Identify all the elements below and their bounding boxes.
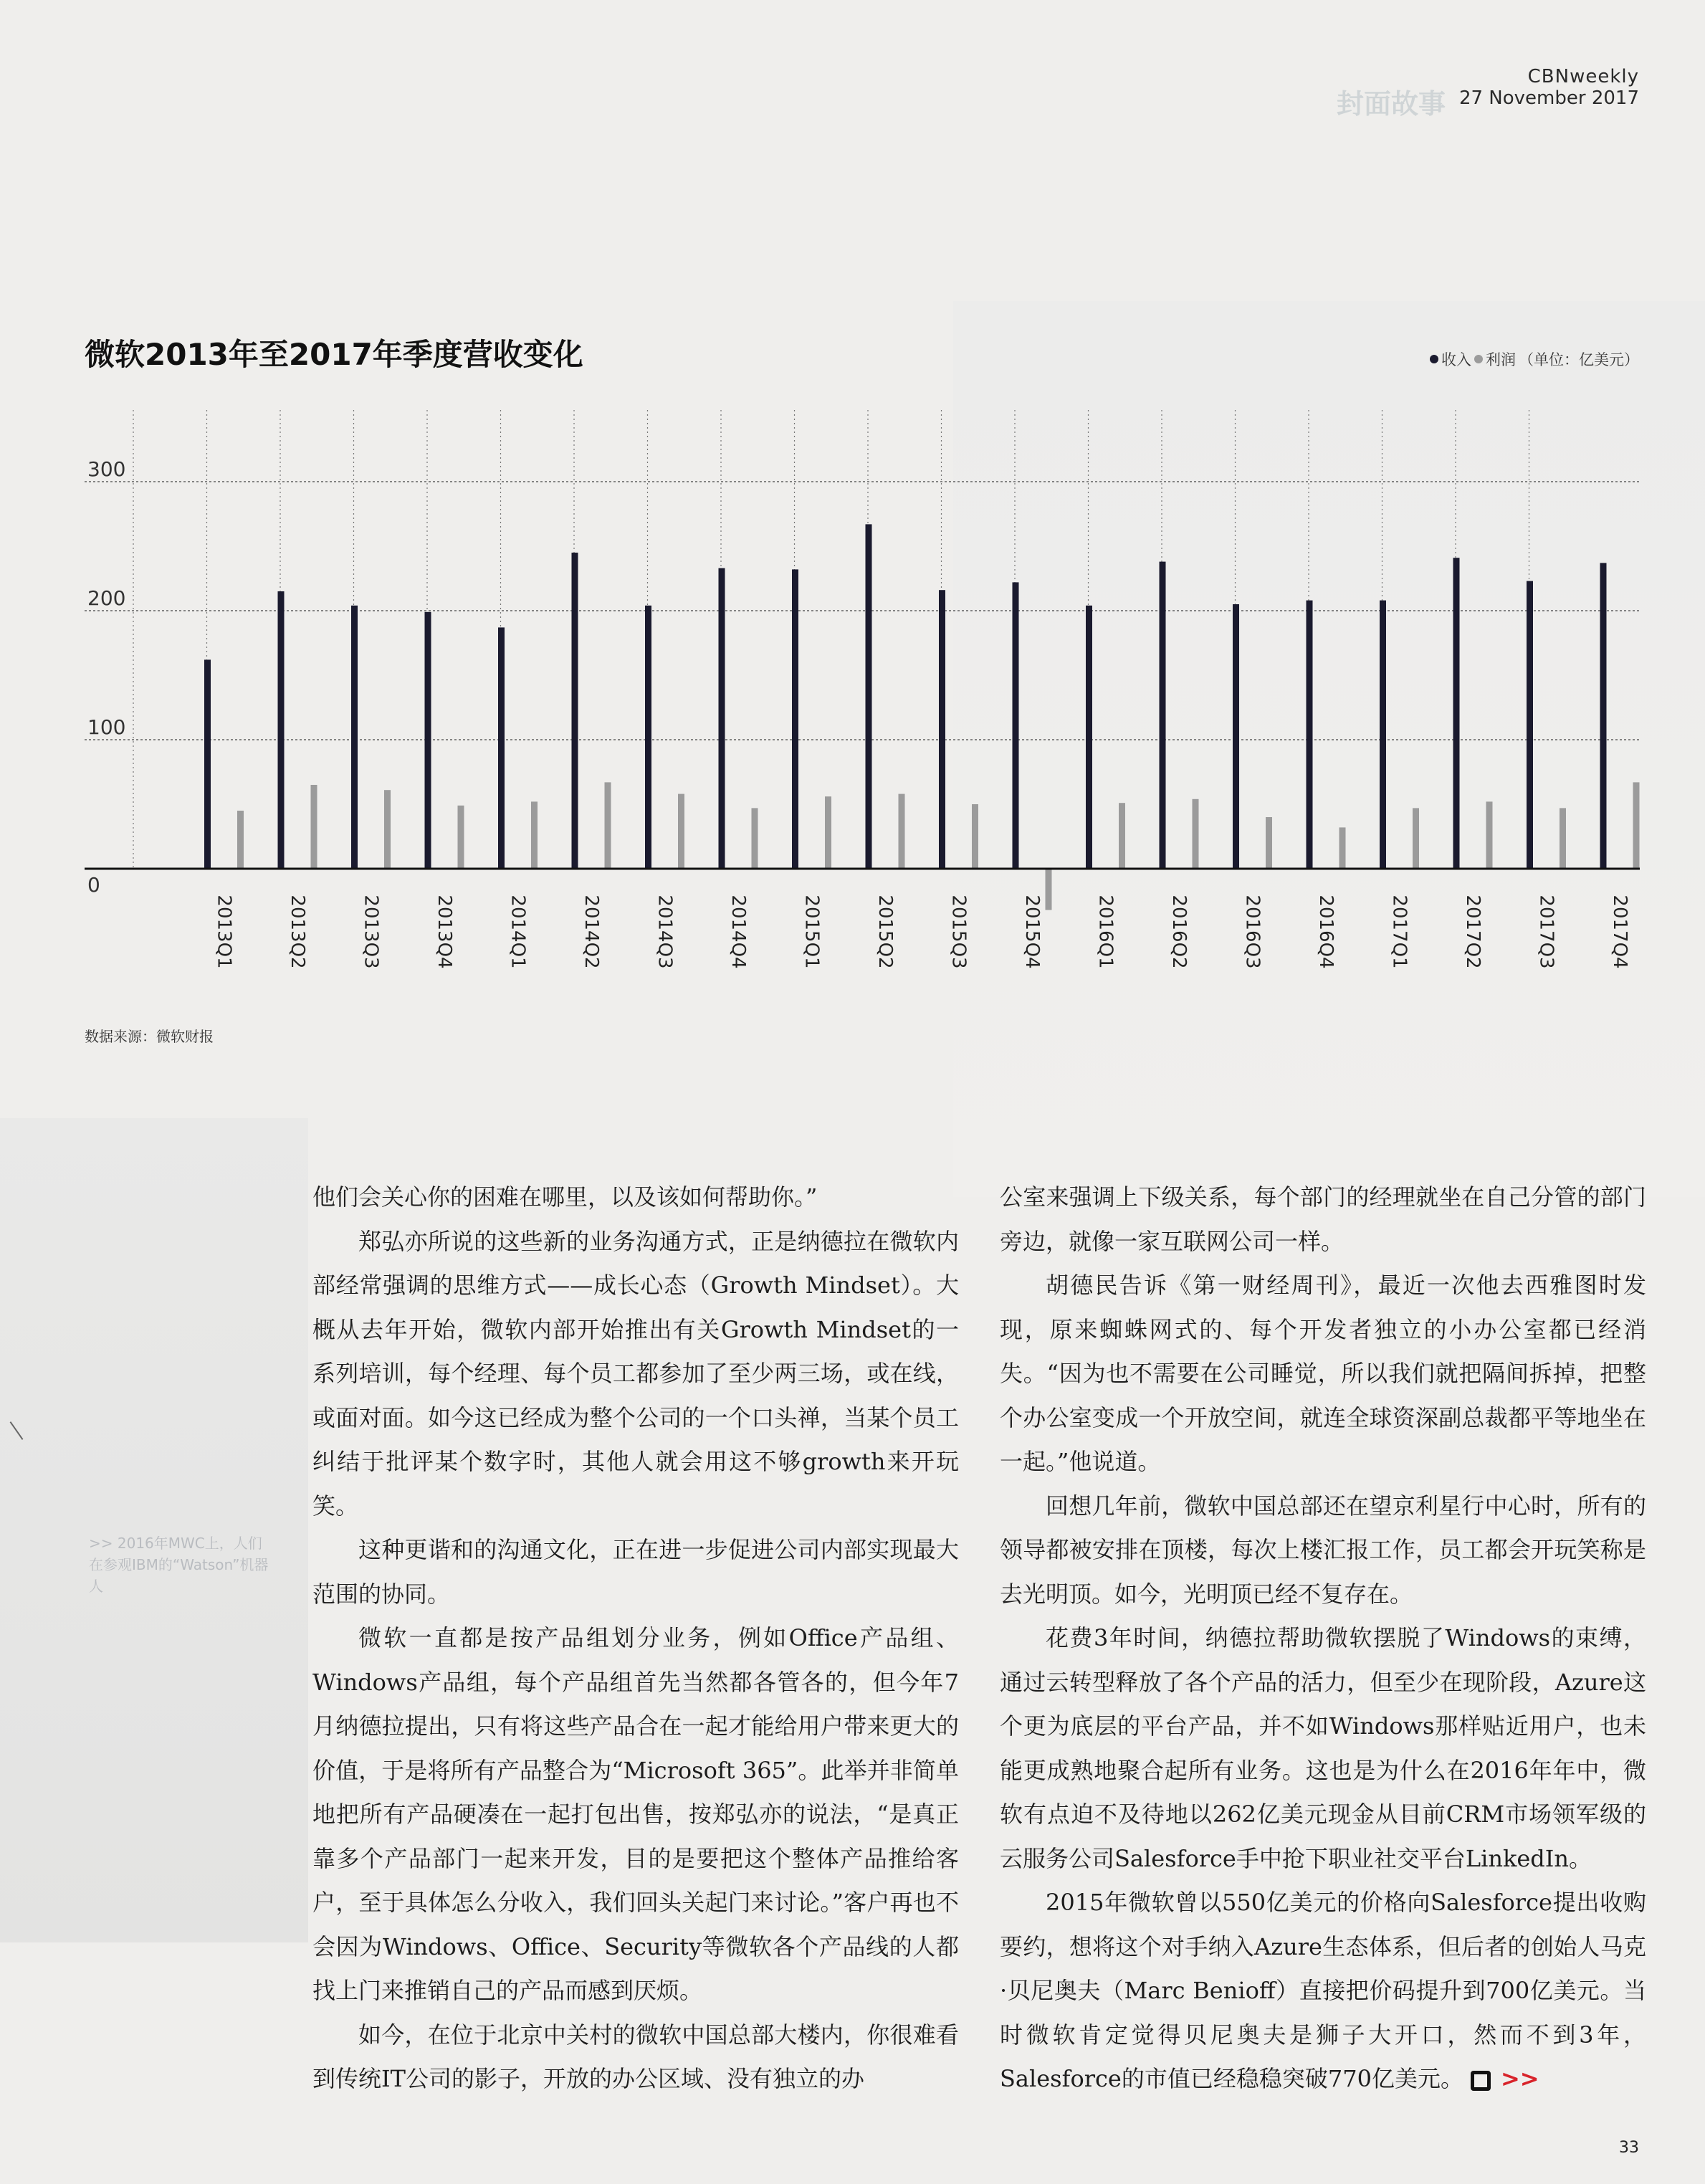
profit-bar — [1339, 827, 1346, 869]
profit-bar — [237, 811, 244, 869]
profit-legend-label: 利润 — [1486, 351, 1516, 368]
profit-bar — [825, 796, 831, 869]
revenue-bar — [1453, 558, 1460, 869]
page-number: 33 — [1619, 2139, 1639, 2157]
data-source: 数据来源：微软财报 — [85, 1028, 214, 1045]
y-tick-label: 100 — [87, 715, 126, 739]
x-tick-label: 2017Q4 — [1609, 895, 1630, 969]
background-photo-left — [0, 1118, 308, 1942]
paragraph: 他们会关心你的困难在哪里，以及该如何帮助你。” — [312, 1183, 818, 1211]
profit-bar — [1560, 808, 1566, 869]
revenue-bar — [645, 606, 651, 869]
profit-bar — [311, 785, 317, 869]
revenue-bar — [425, 612, 431, 869]
revenue-bar — [1160, 562, 1166, 869]
revenue-bar — [939, 590, 945, 869]
section-label: 封面故事 — [1336, 88, 1446, 120]
revenue-legend-label: 收入 — [1441, 351, 1471, 368]
x-tick-label: 2015Q2 — [874, 895, 896, 969]
x-tick-label: 2013Q1 — [213, 895, 235, 969]
x-tick-label: 2016Q3 — [1241, 895, 1264, 969]
profit-bar — [605, 782, 611, 869]
x-tick-label: 2017Q3 — [1535, 895, 1557, 969]
x-tick-label: 2014Q2 — [581, 895, 602, 969]
paragraph: 如今，在位于北京中关村的微软中国总部大楼内，你很难看到传统IT公司的影子，开放的办公区域、没有独立的办 — [312, 2021, 959, 2092]
profit-bar — [1266, 817, 1272, 869]
x-tick-label: 2015Q3 — [947, 895, 970, 969]
profit-bar — [1119, 803, 1125, 869]
profit-bar — [972, 804, 978, 869]
x-tick-label: 2016Q4 — [1315, 895, 1337, 969]
revenue-bar — [792, 569, 798, 869]
x-tick-label: 2014Q3 — [654, 895, 676, 969]
revenue-bar — [572, 553, 578, 869]
revenue-bar — [1600, 563, 1607, 869]
revenue-bar — [351, 606, 358, 869]
profit-bar — [1193, 799, 1199, 869]
revenue-bar — [719, 568, 725, 869]
x-tick-label: 2015Q4 — [1021, 895, 1043, 969]
revenue-bar — [1527, 581, 1533, 869]
x-tick-label: 2013Q3 — [360, 895, 382, 969]
revenue-bar — [278, 591, 285, 869]
x-tick-label: 2017Q1 — [1388, 895, 1410, 969]
paragraph: 郑弘亦所说的这些新的业务沟通方式，正是纳德拉在微软内部经常强调的思维方式——成长心态（Growth Mindset）。大概从去年开始，微软内部开始推出有关Growth Mindset的一系列培训，每个经理、每个员工都参加了至少两三场，或在线，或面对面。如今这已经成为整个公司的一个口头禅，当某个员工纠结于批评某个数字时，其他人就会用这不够growth来开玩笑。 — [312, 1227, 959, 1520]
revenue-bar — [1307, 601, 1313, 869]
article-column-right — [1000, 1176, 1646, 2102]
issue-date: 27 November 2017 — [1458, 87, 1639, 109]
revenue-bar — [866, 524, 872, 869]
profit-bar — [458, 806, 464, 869]
profit-bar — [384, 790, 391, 869]
revenue-bar — [498, 627, 505, 869]
profit-bar — [531, 801, 538, 869]
profit-bar — [678, 794, 684, 869]
paragraph: 这种更谐和的沟通文化，正在进一步促进公司内部实现最大范围的协同。 — [312, 1536, 959, 1608]
paragraph-text: 2015年微软曾以550亿美元的价格向Salesforce提出收购要约，想将这个对手纳入Azure生态体系，但后者的创始人马克·贝尼奥夫（Marc Benioff）直接把价码提升到700亿美元。当时微软肯定觉得贝尼奥夫是狮子大开口，然而不到3年，Salesforce的市值已经稳稳突破770亿美元。 — [1000, 1889, 1646, 2092]
paragraph-last — [1000, 1881, 1646, 2102]
profit-bar — [752, 808, 758, 869]
unit-label: （单位：亿美元） — [1519, 351, 1639, 368]
article-column-left — [312, 1176, 959, 2102]
paragraph: 微软一直都是按产品组划分业务，例如Office产品组、Windows产品组，每个产品组首先当然都各管各的，但今年7月纳德拉提出，只有将这些产品合在一起才能给用户带来更大的价值，于是将所有产品整合为“Microsoft 365”。此举并非简单地把所有产品硬凑在一起打包出售，按郑弘亦的说法，“是真正靠多个产品部门一起来开发，目的是要把这个整体产品推给客户，至于具体怎么分收入，我们回头关起门来讨论。”客户再也不会因为Windows、Office、Security等微软各个产品线的人都找上门来推销自己的产品而感到厌烦。 — [312, 1624, 959, 2004]
x-tick-label: 2017Q2 — [1462, 895, 1484, 969]
revenue-bar — [1013, 582, 1019, 869]
continue-arrows-icon: >> — [1500, 2065, 1539, 2092]
paragraph: 回想几年前，微软中国总部还在望京利星行中心时，所有的领导都被安排在顶楼，每次上楼汇报工作，员工都会开玩笑称是去光明顶。如今，光明顶已经不复存在。 — [1000, 1492, 1646, 1608]
paragraph: 公室来强调上下级关系，每个部门的经理就坐在自己分管的部门旁边，就像一家互联网公司一样。 — [1000, 1183, 1646, 1255]
revenue-profit-bar-chart — [0, 0, 1705, 1046]
y-tick-label: 300 — [87, 457, 126, 481]
revenue-bar — [1380, 601, 1386, 869]
photo-caption: >> 2016年MWC上，人们在参观IBM的“Watson”机器人 — [89, 1535, 269, 1595]
profit-bar — [899, 794, 905, 869]
profit-bar — [1633, 782, 1640, 869]
x-tick-label: 2013Q2 — [287, 895, 308, 969]
x-tick-label: 2014Q4 — [727, 895, 749, 969]
paragraph: 胡德民告诉《第一财经周刊》，最近一次他去西雅图时发现，原来蜘蛛网式的、每个开发者独立的小办公室都已经消失。“因为也不需要在公司睡觉，所以我们就把隔间拆掉，把整个办公室变成一个开放空间，就连全球资深副总裁都平等地坐在一起。”他说道。 — [1000, 1272, 1646, 1475]
profit-bar — [1486, 801, 1493, 869]
x-tick-label: 2014Q1 — [507, 895, 529, 969]
profit-bar — [1413, 808, 1419, 869]
profit-bar — [1046, 869, 1052, 910]
x-tick-label: 2016Q2 — [1168, 895, 1190, 969]
revenue-bar — [1233, 604, 1239, 869]
magazine-brand: CBNweekly — [1527, 66, 1639, 87]
revenue-bar — [204, 659, 211, 869]
x-tick-label: 2013Q4 — [434, 895, 455, 969]
chart-title: 微软2013年至2017年季度营收变化 — [85, 337, 583, 372]
x-tick-label: 2016Q1 — [1094, 895, 1117, 969]
x-tick-label: 2015Q1 — [801, 895, 823, 969]
y-tick-label: 200 — [87, 586, 126, 610]
revenue-bar — [1086, 606, 1092, 869]
y-tick-label: 0 — [87, 873, 100, 897]
paragraph: 花费3年时间，纳德拉帮助微软摆脱了Windows的束缚，通过云转型释放了各个产品的活力，但至少在现阶段，Azure这个更为底层的平台产品，并不如Windows那样贴近用户，也未能更成熟地聚合起所有业务。这也是为什么在2016年年中，微软有点迫不及待地以262亿美元现金从目前CRM市场领军级的云服务公司Salesforce手中抢下职业社交平台LinkedIn。 — [1000, 1624, 1646, 1872]
end-of-section-icon — [1471, 2071, 1491, 2091]
